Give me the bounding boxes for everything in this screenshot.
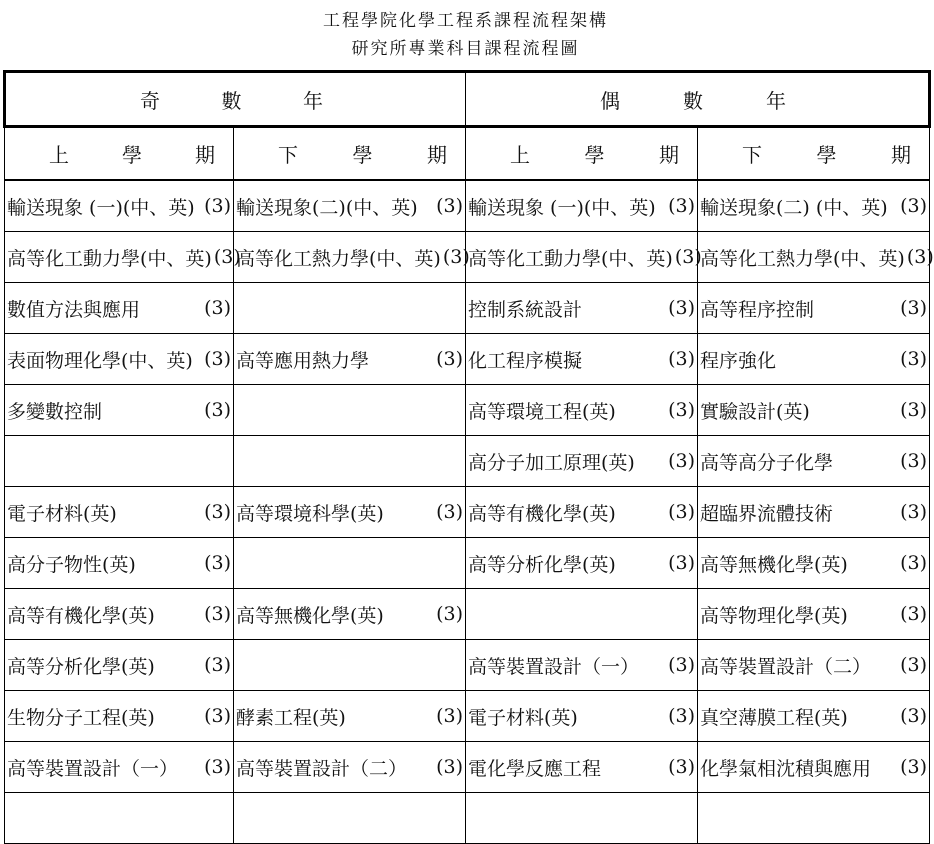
course-credit: (3) — [668, 399, 695, 421]
course-credit: (3) — [906, 246, 934, 268]
course-name: 高等裝置設計（二） — [700, 655, 872, 678]
course-name: 電子材料(英) — [468, 706, 578, 729]
course-credit: (3) — [204, 756, 231, 778]
course-credit: (3) — [900, 195, 927, 217]
course-name: 控制系統設計 — [468, 298, 583, 321]
course-credit: (3) — [436, 348, 463, 370]
course-name: 超臨界流體技術 — [700, 502, 834, 525]
course-cell — [234, 487, 466, 538]
course-cell — [698, 793, 930, 844]
course-credit: (3) — [204, 501, 231, 523]
course-credit: (3) — [900, 603, 927, 625]
course-cell — [234, 538, 466, 589]
course-name: 高分子物性(英) — [7, 553, 136, 576]
course-name: 高等無機化學(英) — [700, 553, 848, 576]
course-cell — [234, 793, 466, 844]
course-cell — [466, 538, 698, 589]
course-cell — [466, 691, 698, 742]
course-credit: (3) — [900, 705, 927, 727]
course-flow-table — [3, 70, 934, 844]
course-cell — [466, 640, 698, 691]
course-credit: (3) — [668, 756, 695, 778]
course-cell — [234, 742, 466, 793]
course-cell — [5, 487, 234, 538]
course-name: 程序強化 — [700, 349, 777, 372]
course-cell — [234, 283, 466, 334]
document-subtitle: 研究所專業科目課程流程圖 — [351, 39, 580, 59]
course-name: 高等有機化學(英) — [468, 502, 616, 525]
table-row — [5, 589, 930, 640]
course-credit: (3) — [900, 450, 927, 472]
course-name: 輸送現象(二)(中、英) — [236, 196, 418, 219]
course-name: 高等分析化學(英) — [468, 553, 616, 576]
course-credit: (3) — [900, 297, 927, 319]
course-credit: (3) — [900, 552, 927, 574]
course-credit: (3) — [668, 705, 695, 727]
course-cell — [5, 640, 234, 691]
course-cell — [5, 334, 234, 385]
table-row — [5, 793, 930, 844]
course-cell — [466, 232, 702, 283]
course-cell — [698, 487, 930, 538]
course-name: 高等環境科學(英) — [236, 502, 384, 525]
course-cell — [5, 232, 241, 283]
course-credit: (3) — [204, 552, 231, 574]
course-credit: (3) — [668, 195, 695, 217]
course-cell — [5, 538, 234, 589]
course-credit: (3) — [436, 603, 463, 625]
even-year-header: 偶 數 年 — [466, 72, 930, 127]
course-cell — [234, 589, 466, 640]
course-name: 表面物理化學(中、英) — [7, 349, 193, 372]
course-cell — [234, 385, 466, 436]
table-row — [5, 232, 930, 283]
course-cell — [5, 793, 234, 844]
course-credit: (3) — [668, 501, 695, 523]
table-row — [5, 640, 930, 691]
course-cell — [698, 742, 930, 793]
course-name: 高等裝置設計（一） — [468, 655, 640, 678]
course-name: 多變數控制 — [7, 400, 103, 423]
course-cell — [5, 742, 234, 793]
semester-header: 上 學 期 — [5, 127, 234, 181]
course-credit: (3) — [900, 756, 927, 778]
course-name: 高等應用熱力學 — [236, 349, 370, 372]
course-name: 高等裝置設計（二） — [236, 757, 408, 780]
course-name: 實驗設計(英) — [700, 400, 810, 423]
course-credit: (3) — [436, 705, 463, 727]
course-name: 化工程序模擬 — [468, 349, 583, 372]
course-cell — [5, 589, 234, 640]
course-credit: (3) — [442, 246, 470, 268]
semester-header-row — [5, 127, 930, 181]
course-cell — [466, 283, 698, 334]
table-row — [5, 538, 930, 589]
course-cell — [234, 436, 466, 487]
course-cell — [466, 180, 698, 232]
course-credit: (3) — [668, 450, 695, 472]
course-cell — [466, 742, 698, 793]
table-row — [5, 334, 930, 385]
semester-header: 下 學 期 — [234, 127, 466, 181]
course-cell — [234, 691, 466, 742]
course-name: 真空薄膜工程(英) — [700, 706, 848, 729]
course-cell — [466, 487, 698, 538]
course-credit: (3) — [900, 501, 927, 523]
course-name: 輸送現象(二) (中、英) — [700, 196, 888, 219]
course-credit: (3) — [204, 297, 231, 319]
course-credit: (3) — [204, 603, 231, 625]
year-header-row — [5, 72, 930, 127]
course-credit: (3) — [204, 195, 231, 217]
table-row — [5, 742, 930, 793]
course-credit: (3) — [436, 501, 463, 523]
course-cell — [5, 691, 234, 742]
course-credit: (3) — [436, 756, 463, 778]
course-credit: (3) — [204, 654, 231, 676]
course-name: 高等化工動力學(中、英) — [7, 247, 212, 270]
course-name: 高等化工熱力學(中、英) — [700, 247, 905, 270]
course-credit: (3) — [436, 195, 463, 217]
course-cell — [698, 334, 930, 385]
course-cell — [234, 640, 466, 691]
course-cell — [698, 232, 934, 283]
course-name: 高等化工熱力學(中、英) — [236, 247, 441, 270]
course-credit: (3) — [668, 552, 695, 574]
course-credit: (3) — [204, 348, 231, 370]
course-cell — [698, 691, 930, 742]
course-name: 高等有機化學(英) — [7, 604, 155, 627]
course-cell — [698, 538, 930, 589]
course-cell — [5, 385, 234, 436]
table-row — [5, 691, 930, 742]
course-cell — [698, 589, 930, 640]
course-credit: (3) — [668, 348, 695, 370]
course-name: 電子材料(英) — [7, 502, 117, 525]
course-credit: (3) — [668, 297, 695, 319]
course-cell — [234, 334, 466, 385]
course-credit: (3) — [204, 399, 231, 421]
table-row — [5, 180, 930, 232]
course-credit: (3) — [213, 246, 241, 268]
course-cell — [698, 283, 930, 334]
course-name: 高等程序控制 — [700, 298, 815, 321]
course-cell — [466, 334, 698, 385]
course-name: 高等高分子化學 — [700, 451, 834, 474]
course-cell — [5, 180, 234, 232]
table-row — [5, 436, 930, 487]
course-name: 電化學反應工程 — [468, 757, 602, 780]
course-name: 輸送現象 (一)(中、英) — [468, 196, 656, 219]
course-credit: (3) — [900, 399, 927, 421]
course-credit: (3) — [204, 705, 231, 727]
course-name: 輸送現象 (一)(中、英) — [7, 196, 195, 219]
course-cell — [698, 385, 930, 436]
table-row — [5, 385, 930, 436]
course-credit: (3) — [900, 348, 927, 370]
semester-header: 下 學 期 — [698, 127, 930, 181]
course-cell — [5, 283, 234, 334]
course-name: 高等物理化學(英) — [700, 604, 848, 627]
course-cell — [234, 180, 466, 232]
document-title: 工程學院化學工程系課程流程架構 — [323, 11, 608, 31]
table-row — [5, 283, 930, 334]
course-name: 化學氣相沈積與應用 — [700, 757, 872, 780]
course-credit: (3) — [668, 654, 695, 676]
course-name: 數值方法與應用 — [7, 298, 141, 321]
semester-header: 上 學 期 — [466, 127, 698, 181]
course-cell — [466, 385, 698, 436]
course-cell — [698, 180, 930, 232]
course-cell — [466, 793, 698, 844]
course-name: 高等分析化學(英) — [7, 655, 155, 678]
table-row — [5, 487, 930, 538]
course-name: 生物分子工程(英) — [7, 706, 155, 729]
course-cell — [5, 436, 234, 487]
course-cell — [698, 436, 930, 487]
course-name: 高等裝置設計（一） — [7, 757, 179, 780]
course-name: 高等無機化學(英) — [236, 604, 384, 627]
course-cell — [466, 589, 698, 640]
course-credit: (3) — [674, 246, 702, 268]
course-cell — [466, 436, 698, 487]
course-cell — [698, 640, 930, 691]
course-name: 酵素工程(英) — [236, 706, 346, 729]
course-name: 高等化工動力學(中、英) — [468, 247, 673, 270]
course-credit: (3) — [900, 654, 927, 676]
odd-year-header: 奇 數 年 — [5, 72, 466, 127]
course-cell — [234, 232, 470, 283]
course-name: 高分子加工原理(英) — [468, 451, 635, 474]
course-name: 高等環境工程(英) — [468, 400, 616, 423]
